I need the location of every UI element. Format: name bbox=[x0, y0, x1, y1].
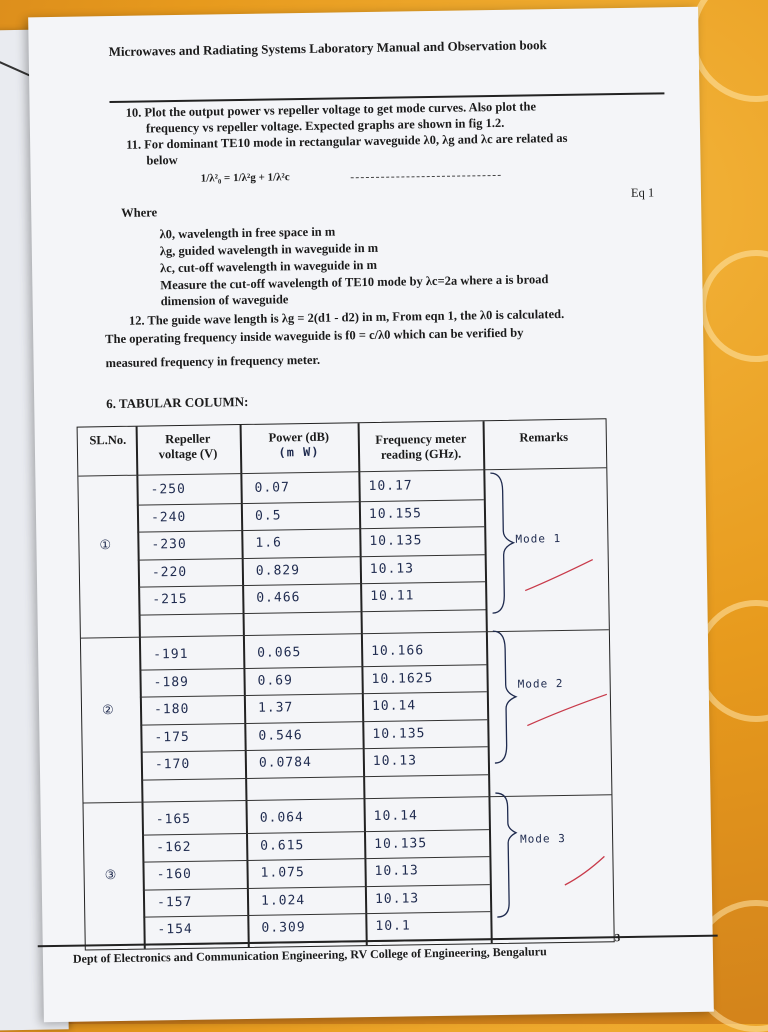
remark-mode3: Mode 3 bbox=[520, 831, 566, 846]
cloth-pattern bbox=[700, 250, 768, 362]
manual-page bbox=[28, 7, 714, 1022]
cell-voltage: -215 bbox=[152, 591, 188, 608]
cell-voltage: -154 bbox=[157, 921, 193, 938]
section-title: 6. TABULAR COLUMN: bbox=[106, 393, 249, 412]
cell-voltage: -165 bbox=[155, 811, 192, 828]
cell-voltage: -191 bbox=[153, 646, 189, 663]
cell-frequency: 10.135 bbox=[372, 725, 426, 742]
page-header: Microwaves and Radiating Systems Laboratory Manual and Observation book bbox=[108, 37, 547, 60]
cell-slno: ① bbox=[99, 538, 113, 554]
def-lambdag: λg, guided wavelength in waveguide in m bbox=[159, 240, 379, 259]
cell-frequency: 10.13 bbox=[374, 890, 420, 907]
step12-line2: The operating frequency inside waveguide is f0 = c/λ0 which can be verified by bbox=[105, 325, 524, 347]
cell-power: 1.024 bbox=[260, 892, 306, 909]
cell-voltage: -157 bbox=[156, 894, 193, 910]
cell-frequency: 10.13 bbox=[369, 560, 415, 577]
cell-power: 0.309 bbox=[261, 920, 306, 936]
cell-power: 1.37 bbox=[257, 700, 294, 716]
header-frequency: Frequency meter reading (GHz). bbox=[375, 431, 467, 462]
cell-frequency: 10.13 bbox=[374, 863, 419, 879]
page-footer: Dept of Electronics and Communication Engineering, RV College of Engineering, Bengaluru bbox=[72, 944, 547, 966]
cell-power: 0.065 bbox=[257, 645, 302, 661]
cell-frequency: 10.11 bbox=[370, 588, 415, 605]
cell-frequency: 10.14 bbox=[373, 808, 418, 824]
header-repeller: Repeller voltage (V) bbox=[158, 431, 218, 462]
cell-voltage: -170 bbox=[154, 756, 191, 773]
measure-line2: dimension of waveguide bbox=[160, 292, 289, 309]
cell-power: 0.0784 bbox=[258, 754, 312, 771]
equation: 1/λ²₀ = 1/λ²g + 1/λ²c bbox=[200, 171, 290, 185]
header-remarks: Remarks bbox=[519, 429, 569, 445]
def-lambdac: λc, cut-off wavelength in waveguide in m bbox=[159, 257, 378, 276]
cell-power: 0.5 bbox=[254, 507, 282, 524]
header-power: Power (dB) (m W) bbox=[268, 429, 330, 460]
cell-power: 0.546 bbox=[258, 727, 303, 744]
step12-line3: measured frequency in frequency meter. bbox=[105, 352, 321, 371]
step12-line1: 12. The guide wave length is λg = 2(d1 - d2) in m, From eqn 1, the λ0 is calculated. bbox=[128, 306, 565, 328]
cell-voltage: -189 bbox=[153, 674, 190, 690]
cell-frequency: 10.1 bbox=[375, 918, 411, 934]
cell-voltage: -240 bbox=[150, 509, 187, 525]
step11-line2: below bbox=[146, 152, 178, 168]
cell-power: 0.69 bbox=[257, 672, 294, 689]
measure-line1: Measure the cut-off wavelength of TE10 mode by λc=2a where a is broad bbox=[160, 272, 549, 293]
cell-voltage: -175 bbox=[154, 729, 190, 745]
cell-power: 1.6 bbox=[255, 535, 283, 551]
equation-leader bbox=[351, 175, 501, 178]
cell-voltage: -160 bbox=[156, 866, 193, 883]
step10-line1: 10. Plot the output power vs repeller voltage to get mode curves. Also plot the bbox=[125, 99, 537, 120]
cell-power: 0.07 bbox=[254, 480, 291, 496]
cell-frequency: 10.155 bbox=[368, 505, 423, 522]
cell-voltage: -180 bbox=[153, 701, 190, 718]
cell-frequency: 10.17 bbox=[368, 478, 413, 495]
cell-frequency: 10.166 bbox=[371, 643, 425, 660]
header-slno: SL.No. bbox=[89, 432, 127, 448]
eq-label: Eq 1 bbox=[630, 185, 655, 200]
cell-power: 0.615 bbox=[260, 837, 305, 854]
where-label: Where bbox=[121, 205, 158, 220]
remark-mode1: Mode 1 bbox=[515, 532, 562, 546]
step11-line1: 11. For dominant TE10 mode in rectangular waveguide λ0, λg and λc are related as bbox=[126, 130, 568, 152]
cell-voltage: -230 bbox=[151, 536, 187, 553]
cell-voltage: -250 bbox=[150, 481, 187, 498]
remark-mode2: Mode 2 bbox=[517, 676, 564, 691]
cell-frequency: 10.14 bbox=[371, 698, 417, 715]
cloth-pattern bbox=[690, 0, 768, 102]
cell-power: 0.064 bbox=[259, 810, 305, 826]
cell-power: 0.829 bbox=[255, 562, 301, 579]
cell-frequency: 10.135 bbox=[369, 533, 423, 550]
cell-frequency: 10.135 bbox=[374, 835, 428, 852]
cell-slno: ③ bbox=[104, 868, 118, 884]
cell-frequency: 10.13 bbox=[372, 753, 418, 769]
cell-voltage: -162 bbox=[156, 839, 192, 855]
def-lambda0: λ0, wavelength in free space in m bbox=[159, 224, 336, 242]
cell-voltage: -220 bbox=[151, 564, 188, 580]
page-number: 3 bbox=[614, 932, 621, 945]
cell-frequency: 10.1625 bbox=[371, 670, 434, 687]
cell-slno: ② bbox=[101, 703, 115, 719]
step10-line2: frequency vs repeller voltage. Expected graphs are shown in fig 1.2. bbox=[145, 115, 505, 136]
cell-power: 1.075 bbox=[260, 865, 305, 881]
observation-table bbox=[77, 418, 615, 950]
cell-power: 0.466 bbox=[256, 590, 301, 606]
